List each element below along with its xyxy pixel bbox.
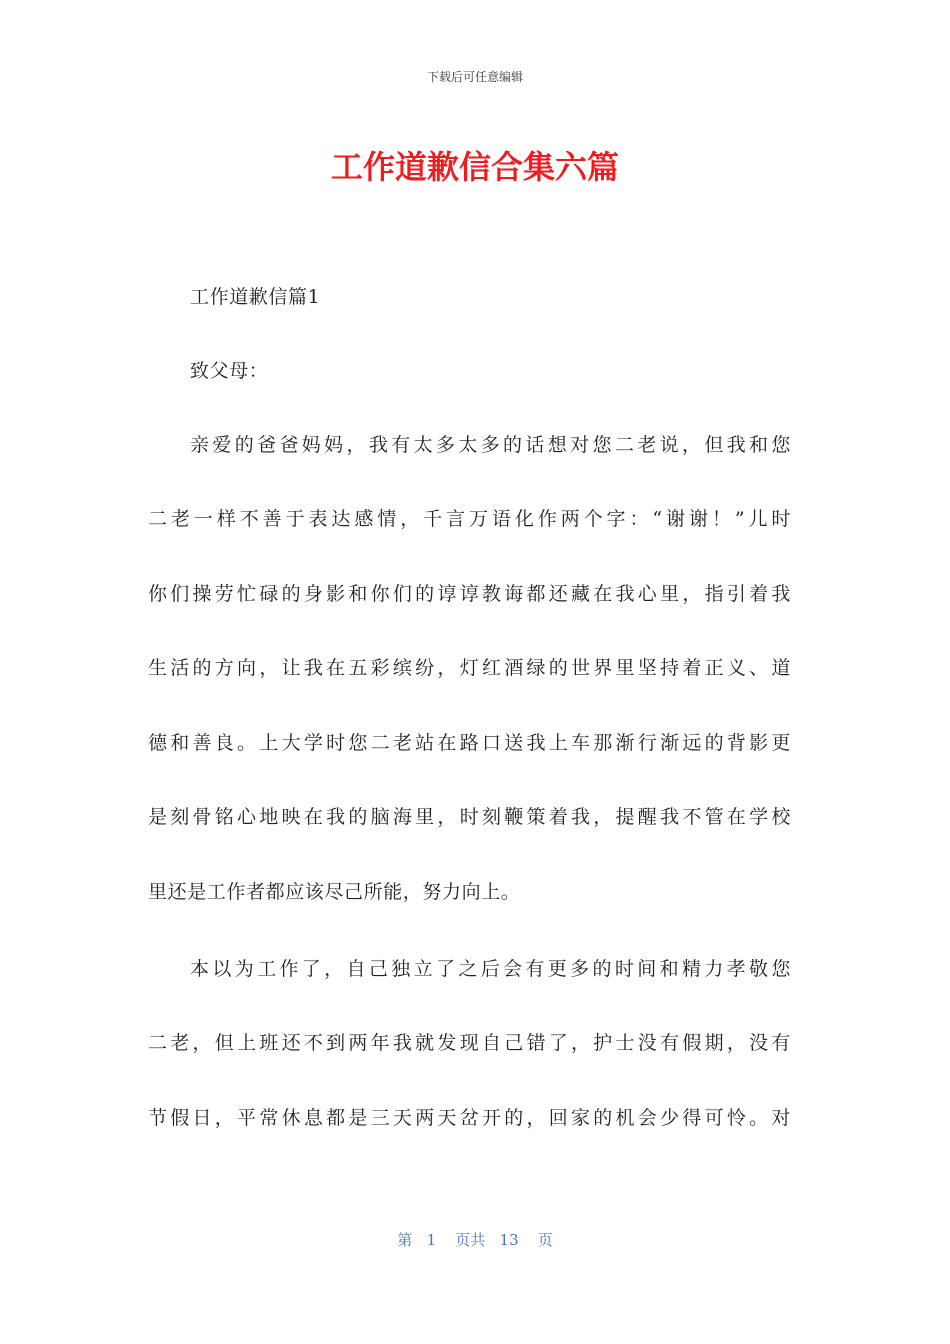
header-note: 下载后可任意编辑 [426, 70, 523, 84]
paragraph-line: 二老，但上班还不到两年我就发现自己错了，护士没有假期，没有 [148, 1032, 791, 1054]
paragraph-line: 是刻骨铭心地映在我的脑海里，时刻鞭策着我，提醒我不管在学校 [148, 806, 791, 828]
current-page-number: 1 [426, 1231, 437, 1249]
page-label-middle: 页共 [455, 1231, 486, 1249]
salutation: 致父母： [190, 360, 269, 382]
page-label-suffix: 页 [537, 1231, 553, 1249]
paragraph-line: 你们操劳忙碌的身影和你们的谆谆教诲都还藏在我心里，指引着我 [148, 583, 791, 605]
paragraph-line: 里还是工作者都应该尽己所能，努力向上。 [148, 881, 521, 903]
paragraph-line: 本以为工作了，自己独立了之后会有更多的时间和精力孝敬您 [190, 958, 791, 980]
paragraph-line: 生活的方向，让我在五彩缤纷，灯红酒绿的世界里坚持着正义、道 [148, 657, 791, 679]
section-heading: 工作道歉信篇1 [190, 286, 321, 308]
paragraph-line: 节假日，平常休息都是三天两天岔开的，回家的机会少得可怜。对 [148, 1107, 791, 1129]
page-footer [0, 1229, 950, 1250]
page-label-prefix: 第 [397, 1231, 413, 1249]
total-pages-number: 13 [499, 1231, 519, 1249]
paragraph-line: 二老一样不善于表达感情，千言万语化作两个字：“谢谢！”儿时 [148, 508, 791, 530]
paragraph-line: 亲爱的爸爸妈妈，我有太多太多的话想对您二老说，但我和您 [190, 434, 791, 456]
paragraph-line: 德和善良。上大学时您二老站在路口送我上车那渐行渐远的背影更 [148, 732, 791, 754]
document-title: 工作道歉信合集六篇 [330, 148, 619, 186]
